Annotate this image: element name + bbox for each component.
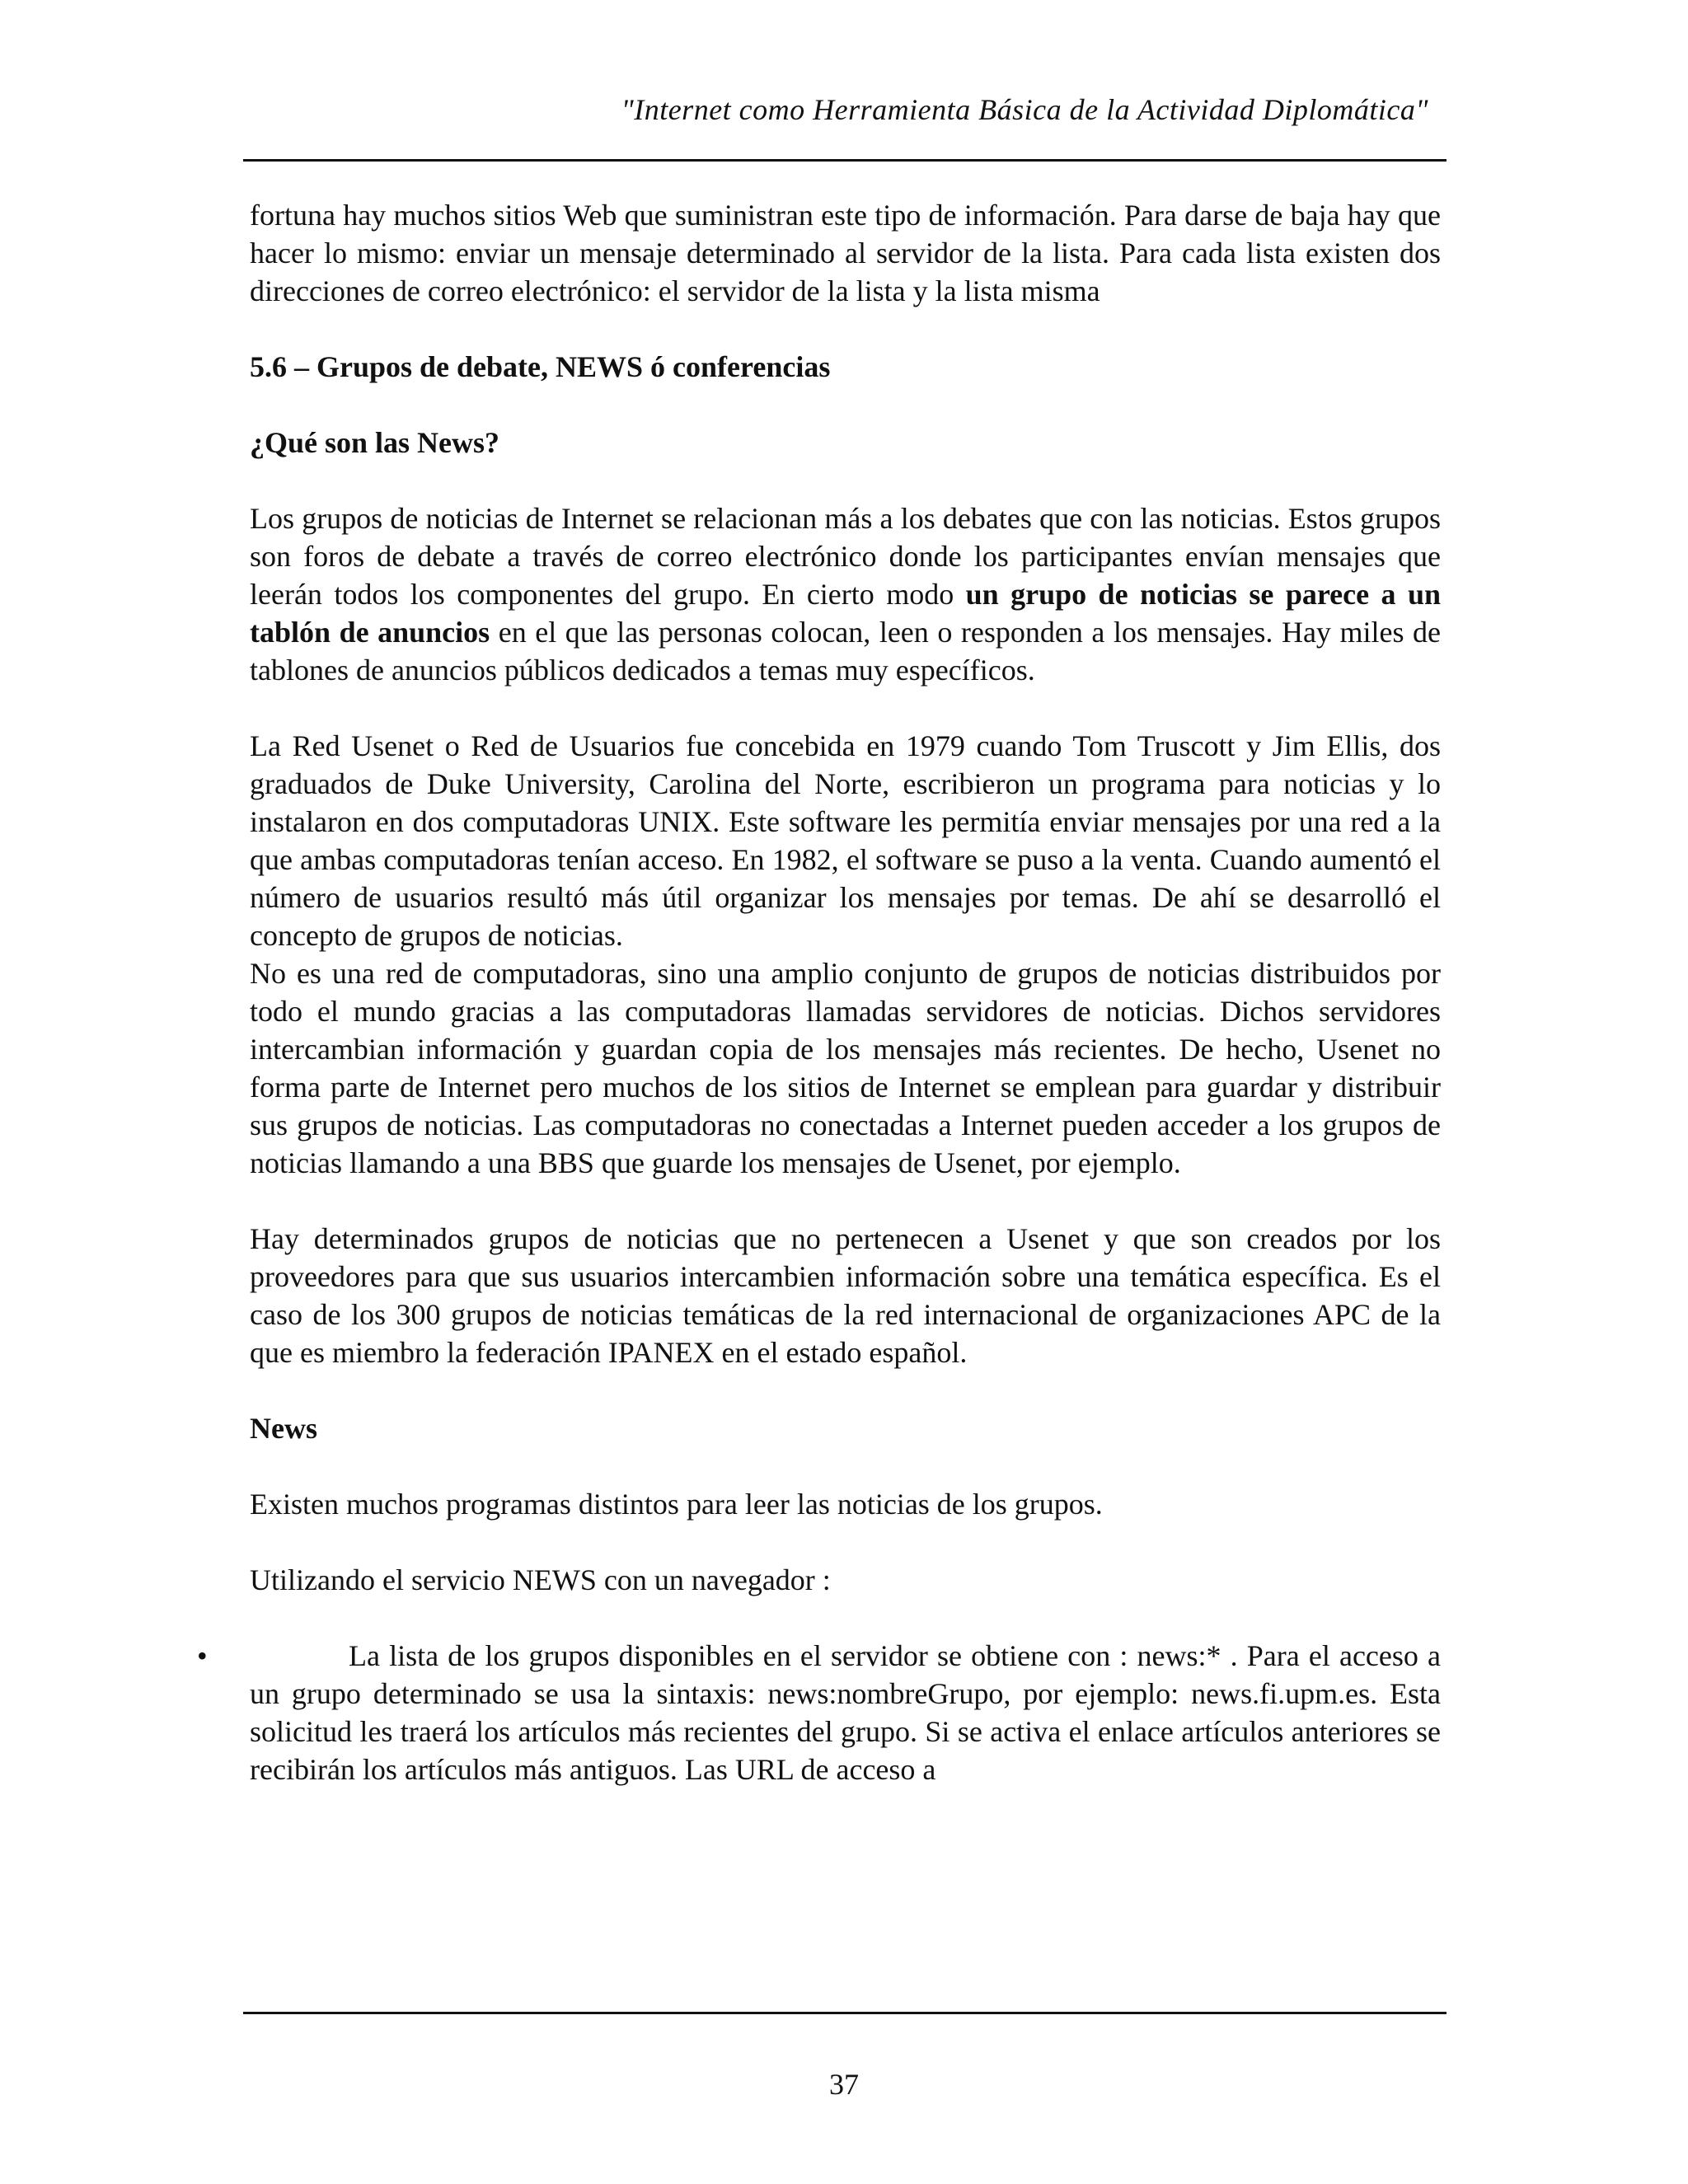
page-body (197, 196, 1441, 1788)
subheading-news: News (250, 1412, 317, 1445)
bullet-list-item (197, 1637, 1441, 1788)
bullet-text: La lista de los grupos disponibles en el servidor se obtiene con : news:* . Para el acceso a un grupo determinado se usa la sintaxis: news:nombreGrupo, por ejemplo: news.fi.upm.es. Esta solicitud les traerá los artículos más recientes del grupo. Si se activa el enlace artículos anteriores se recibirán los artículos más antiguos. Las URL de acceso a (250, 1639, 1441, 1786)
page-number: 37 (829, 2068, 859, 2101)
bullet-icon: • (197, 1639, 208, 1672)
paragraph-continuation: fortuna hay muchos sitios Web que suministran este tipo de información. Para darse de baja hay que hacer lo mismo: enviar un mensaje determinado al servidor de la lista. Para cada lista existen dos direcciones de correo electrónico: el servidor de la lista y la lista misma (250, 199, 1441, 307)
paragraph-text: Los grupos de noticias de Internet se relacionan más a los debates que con las noticias. Estos grupos son foros de debate a través de correo electrónico donde los participantes envían mensajes que leerán todos los componentes del grupo. En cierto modo (250, 502, 1441, 611)
paragraph-other-groups: Hay determinados grupos de noticias que no pertenecen a Usenet y que son creados por los proveedores para que sus usuarios intercambien información sobre una temática específica. Es el caso de los 300 grupos de noticias temáticas de la red internacional de organizaciones APC de la que es miembro la federación IPANEX en el estado español. (250, 1222, 1441, 1369)
paragraph-text: en el que las personas colocan, leen o responden a los mensajes. Hay miles de tablones de anuncios públicos dedicados a temas muy específicos. (250, 616, 1441, 687)
paragraph-browser-usage: Utilizando el servicio NEWS con un navegador : (250, 1563, 831, 1596)
emphasis-text: un grupo de noticias se parece a un tablón de anuncios (250, 578, 1441, 649)
section-heading: 5.6 – Grupos de debate, NEWS ó conferencias (250, 350, 831, 383)
header-rule (243, 159, 1447, 162)
paragraph-programs: Existen muchos programas distintos para leer las noticias de los grupos. (250, 1488, 1103, 1521)
paragraph-usenet-description: No es una red de computadoras, sino una amplio conjunto de grupos de noticias distribuidos por todo el mundo gracias a las computadoras llamadas servidores de noticias. Dichos servidores intercambian información y guardan copia de los mensajes más recientes. De hecho, Usenet no forma parte de Internet pero muchos de los sitios de Internet se emplean para guardar y distribuir sus grupos de noticias. Las computadoras no conectadas a Internet pueden acceder a los grupos de noticias llamando a una BBS que guarde los mensajes de Usenet, por ejemplo. (250, 957, 1441, 1179)
paragraph-news-definition (250, 499, 1441, 689)
running-header: "Internet como Herramienta Básica de la Actividad Diplomática" (621, 93, 1428, 126)
footer-rule (243, 2012, 1447, 2014)
subheading-what-are-news: ¿Qué son las News? (250, 426, 500, 459)
paragraph-usenet-history: La Red Usenet o Red de Usuarios fue concebida en 1979 cuando Tom Truscott y Jim Ellis, dos graduados de Duke University, Carolina del Norte, escribieron un programa para noticias y lo instalaron en dos computadoras UNIX. Este software les permitía enviar mensajes por una red a la que ambas computadoras tenían acceso. En 1982, el software se puso a la venta. Cuando aumentó el número de usuarios resultó más útil organizar los mensajes por temas. De ahí se desarrolló el concepto de grupos de noticias. (250, 729, 1441, 952)
